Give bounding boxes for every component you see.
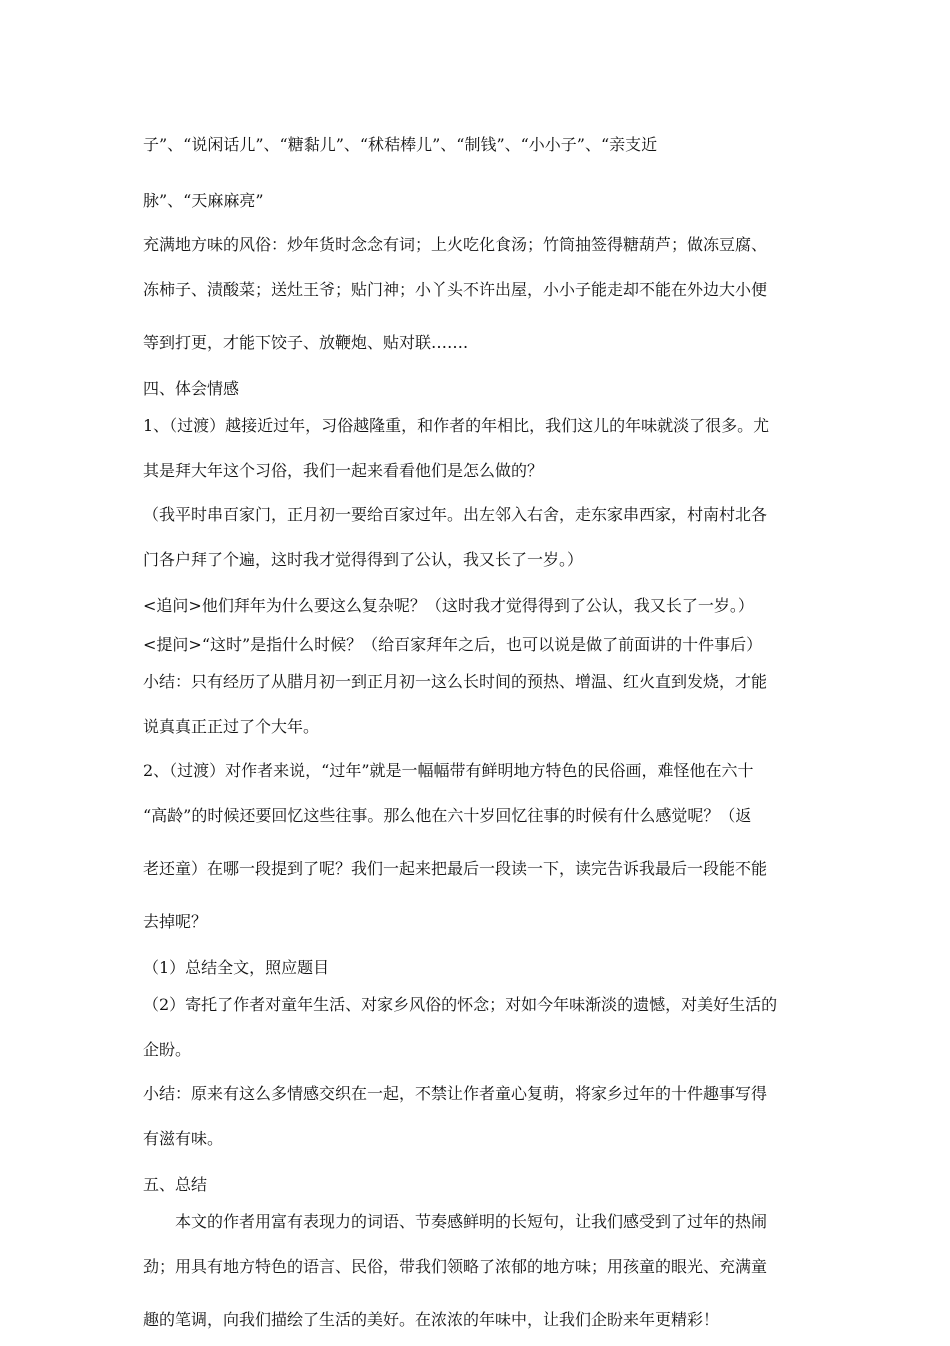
- text-line: 其是拜大年这个习俗，我们一起来看看他们是怎么做的？: [143, 461, 544, 480]
- text-line: 子”、“说闲话儿”、“糖黏儿”、“秫秸棒儿”、“制钱”、“小小子”、“亲支近: [143, 135, 658, 154]
- text-line: （2）寄托了作者对童年生活、对家乡风俗的怀念；对如今年味渐淡的遗憾，对美好生活的: [143, 995, 778, 1014]
- text-line: 劲；用具有地方特色的语言、民俗，带我们领略了浓郁的地方味；用孩童的眼光、充满童: [143, 1257, 768, 1276]
- text-line: 有滋有味。: [143, 1129, 224, 1148]
- text-line: 趣的笔调，向我们描绘了生活的美好。在浓浓的年味中，让我们企盼来年更精彩！: [143, 1310, 720, 1329]
- text-line: 充满地方味的风俗：炒年货时念念有词；上火吃化食汤；竹筒抽签得糖葫芦；做冻豆腐、: [143, 235, 768, 254]
- text-line: 企盼。: [143, 1040, 192, 1059]
- text-line: <追问>他们拜年为什么要这么复杂呢？（这时我才觉得得到了公认，我又长了一岁。）: [143, 596, 754, 615]
- document-body: [143, 116, 811, 1346]
- text-line: （1）总结全文，照应题目: [143, 958, 330, 977]
- text-line: 等到打更，才能下饺子、放鞭炮、贴对联…….: [143, 333, 469, 352]
- section-heading: 四、体会情感: [143, 379, 240, 398]
- text-line: 小结：原来有这么多情感交织在一起，不禁让作者童心复萌，将家乡过年的十件趣事写得: [143, 1084, 768, 1103]
- text-line: “高龄”的时候还要回忆这些往事。那么他在六十岁回忆往事的时候有什么感觉呢？（返: [143, 806, 752, 825]
- text-line: 门各户拜了个遍，这时我才觉得得到了公认，我又长了一岁。）: [143, 550, 584, 569]
- text-line: （我平时串百家门，正月初一要给百家过年。出左邻入右舍，走东家串西家，村南村北各: [143, 505, 768, 524]
- text-line: 脉”、“天麻麻亮”: [143, 191, 264, 210]
- text-line: 小结：只有经历了从腊月初一到正月初一这么长时间的预热、增温、红火直到发烧，才能: [143, 672, 768, 691]
- text-line: 老还童）在哪一段提到了呢？我们一起来把最后一段读一下，读完告诉我最后一段能不能: [143, 859, 768, 878]
- text-line: 冻柿子、渍酸菜；送灶王爷；贴门神；小丫头不许出屋，小小子能走却不能在外边大小便: [143, 280, 768, 299]
- text-line: 说真真正正过了个大年。: [143, 717, 320, 736]
- text-line: <提问>“这时”是指什么时候？（给百家拜年之后，也可以说是做了前面讲的十件事后）: [143, 635, 763, 654]
- section-heading: 五、总结: [143, 1175, 208, 1194]
- text-line: 1、（过渡）越接近过年，习俗越隆重，和作者的年相比，我们这儿的年味就淡了很多。尤: [143, 416, 770, 435]
- text-line: 本文的作者用富有表现力的词语、节奏感鲜明的长短句，让我们感受到了过年的热闹: [175, 1212, 768, 1231]
- text-line: 去掉呢？: [143, 912, 208, 931]
- text-line: 2、（过渡）对作者来说，“过年”就是一幅幅带有鲜明地方特色的民俗画，难怪他在六十: [143, 761, 754, 780]
